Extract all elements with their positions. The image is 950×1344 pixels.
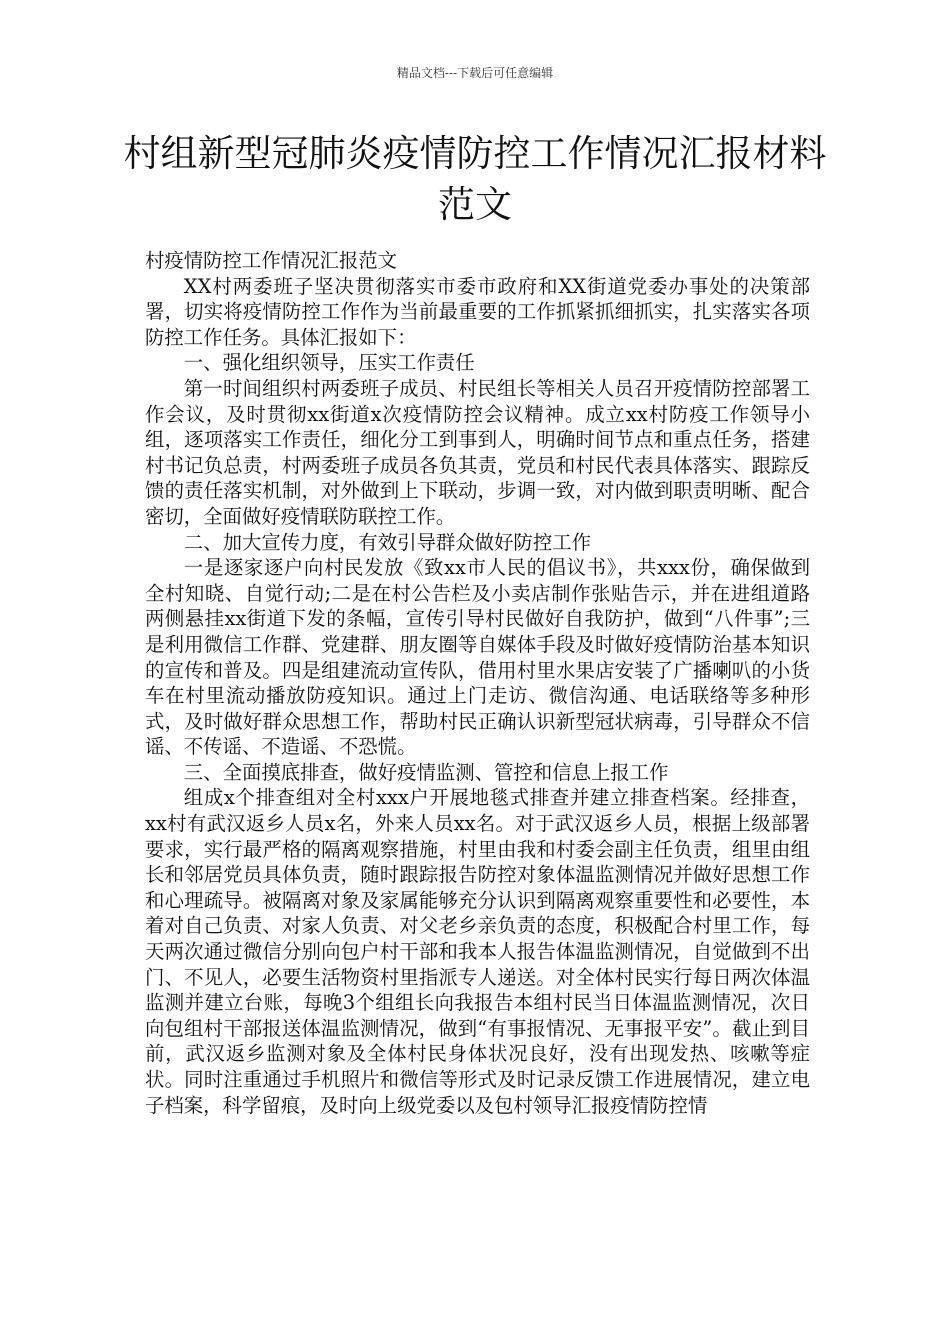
paragraph-section-2: 一是逐家逐户向村民发放《致xx市人民的倡议书》，共xxx份，确保做到全村知晓、自觉行动;二是在村公告栏及小卖店制作张贴告示，并在进组道路两侧悬挂xx街道下发的条幅，宣传引导村民做好自我防护，做到“八件事”;三是利用微信工作群、党建群、朋友圈等自媒体手段及时做好疫情防治基本知识的宣传和普及。四是组建流动宣传队，借用村里水果店安装了广播喇叭的小货车在村里流动播放防疫知识。通过上门走访、微信沟通、电话联络等多种形式，及时做好群众思想工作，帮助村民正确认识新型冠状病毒，引导群众不信谣、不传谣、不造谣、不恐慌。 — [145, 556, 810, 759]
paragraph-subtitle: 村疫情防控工作情况汇报范文 — [145, 249, 398, 272]
document-title: 村组新型冠肺炎疫情防控工作情况汇报材料范文 — [123, 132, 827, 226]
section-heading-2: 二、加大宣传力度，有效引导群众做好防控工作 — [183, 530, 591, 554]
section-heading-1: 一、强化组织领导，压实工作责任 — [183, 351, 475, 375]
header-note: 精品文档---下载后可任意编辑 — [396, 66, 554, 80]
paragraph-intro: XX村两委班子坚决贯彻落实市委市政府和XX街道党委办事处的决策部署，切实将疫情防控工作作为当前最重要的工作抓紧抓细抓实，扎实落实各项防控工作任务。具体汇报如下： — [145, 274, 810, 349]
section-heading-3: 三、全面摸底排查，做好疫情监测、管控和信息上报工作 — [183, 760, 669, 784]
paragraph-section-1: 第一时间组织村两委班子成员、村民组长等相关人员召开疫情防控部署工作会议，及时贯彻xx街道x次疫情防控会议精神。成立xx村防疫工作领导小组，逐项落实工作责任，细化分工到事到人，明确时间节点和重点任务，搭建村书记负总责，村两委班子成员各负其责，党员和村民代表具体落实、跟踪反馈的责任落实机制，对外做到上下联动，步调一致，对内做到职责明晰、配合密切，全面做好疫情联防联控工作。 — [145, 376, 810, 528]
paragraph-section-3: 组成x个排查组对全村xxx户开展地毯式排查并建立排查档案。经排查，xx村有武汉返乡人员x名，外来人员xx名。对于武汉返乡人员，根据上级部署要求，实行最严格的隔离观察措施，村里由我和村委会副主任负责，组里由组长和邻居党员具体负责，随时跟踪报告防控对象体温监测情况并做好思想工作和心理疏导。被隔离对象及家属能够充分认识到隔离观察重要性和必要性，本着对自己负责、对家人负责、对父老乡亲负责的态度，积极配合村里工作，每天两次通过微信分别向包户村干部和我本人报告体温监测情况，自觉做到不出门、不见人，必要生活物资村里指派专人递送。对全体村民实行每日两次体温监测并建立台账，每晚3个组组长向我报告本组村民当日体温监测情况，次日向包组村干部报送体温监测情况，做到“有事报情况、无事报平安”。截止到目前，武汉返乡监测对象及全体村民身体状况良好，没有出现发热、咳嗽等症状。同时注重通过手机照片和微信等形式及时记录反馈工作进展情况，建立电子档案，科学留痕，及时向上级党委以及包村领导汇报疫情防控情 — [145, 786, 810, 1117]
document-body — [145, 248, 810, 1328]
